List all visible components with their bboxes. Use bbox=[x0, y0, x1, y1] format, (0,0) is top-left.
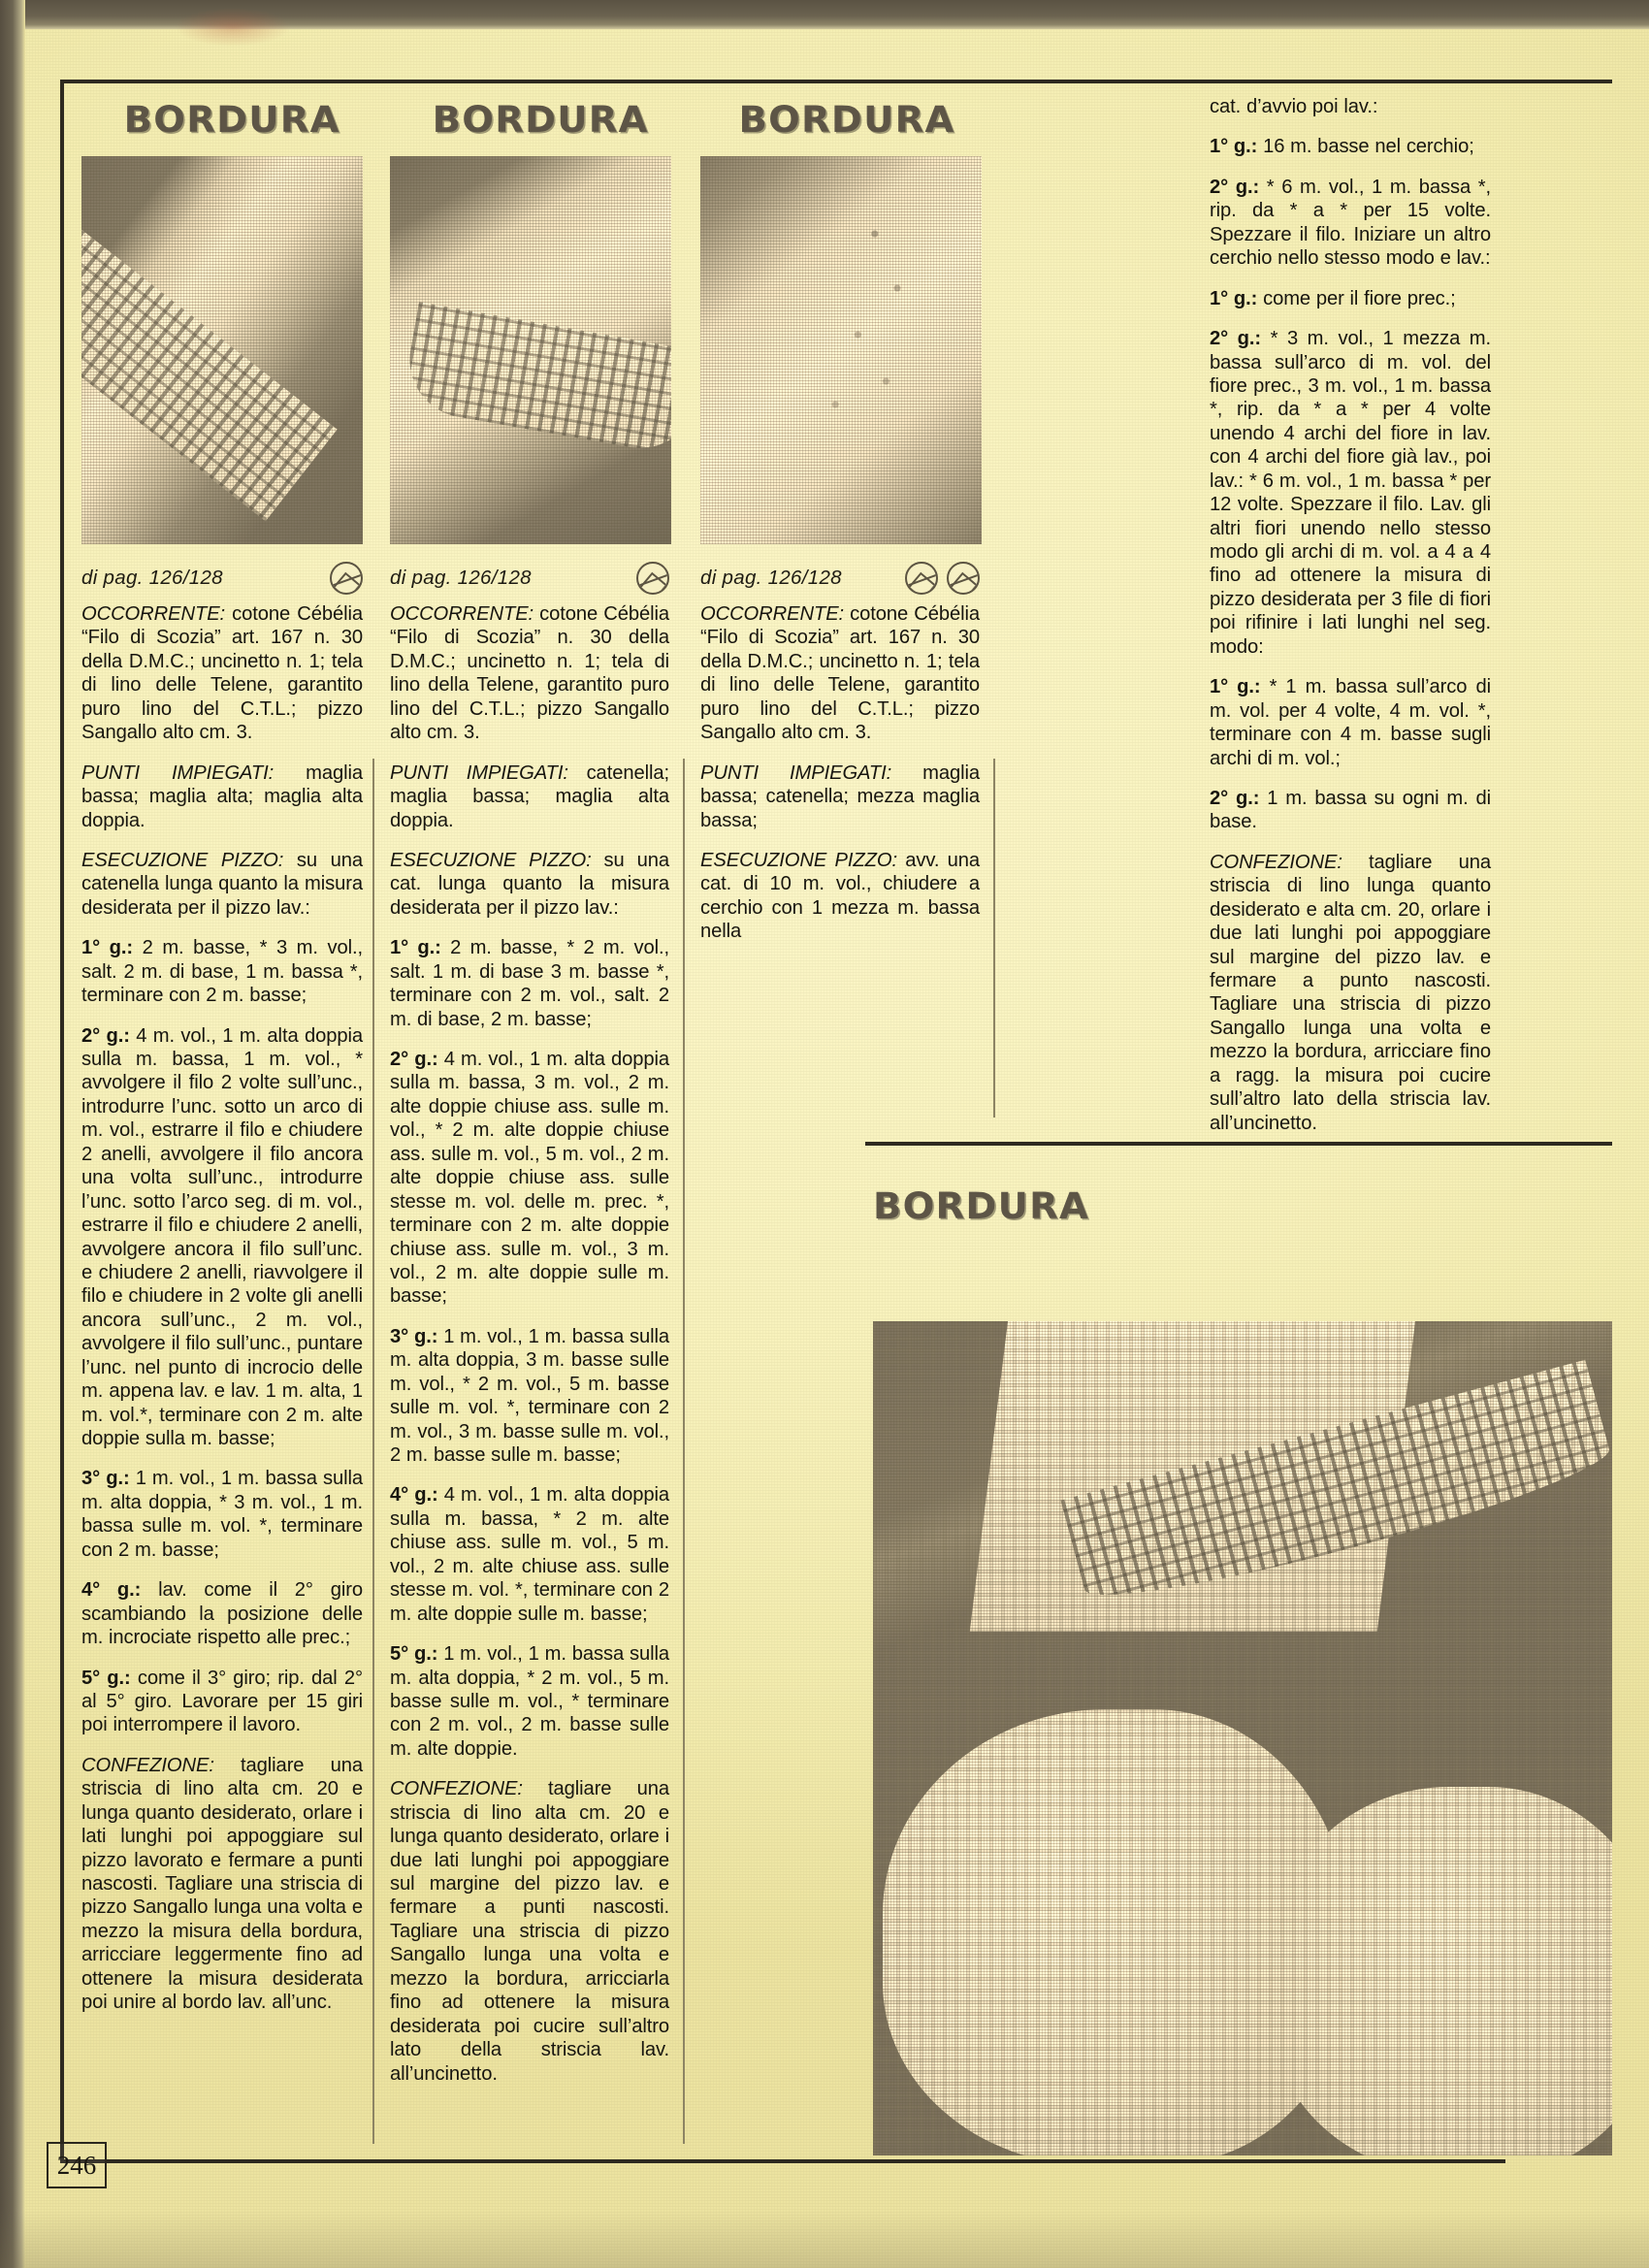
paragraph-lead-in: PUNTI IMPIEGATI: bbox=[390, 761, 568, 784]
article-paragraph: 4° g.: 4 m. vol., 1 m. alta doppia sulla m. bassa, * 2 m. alte chiuse ass. sulle m. vol., 5 m. vol., 2 m. alte chiuse ass. sulle stesse m. vol. *, terminare con 2 m. alte doppie sulle m. basse; bbox=[390, 1484, 669, 1625]
difficulty-icon bbox=[905, 562, 938, 595]
bottom-section-heading: BORDURA bbox=[873, 1185, 1090, 1227]
round-label: 2° g.: bbox=[1210, 787, 1260, 809]
page-reference-3: di pag. 126/128 bbox=[700, 567, 842, 589]
paragraph-lead-in: OCCORRENTE: bbox=[700, 603, 845, 625]
article-paragraph: 1° g.: * 1 m. bassa sull’arco di m. vol. per 4 volte, 4 m. vol. *, terminare con 4 m. basse sugli archi di m. vol.; bbox=[1210, 676, 1491, 769]
article-paragraph: 1° g.: 2 m. basse, * 2 m. vol., salt. 1 m. di base 3 m. basse *, terminare con 2 m. vol., salt. 2 m. di base, 2 m. basse; bbox=[390, 937, 669, 1030]
round-label: 2° g.: bbox=[390, 1049, 438, 1070]
article-paragraph: 5° g.: 1 m. vol., 1 m. bassa sulla m. alta doppia, * 2 m. vol., 5 m. basse sulle m. vol., * terminare con 2 m. vol., 2 m. basse sulle m. alte doppie. bbox=[390, 1643, 669, 1760]
paragraph-lead-in: CONFEZIONE: bbox=[390, 1778, 523, 1800]
paragraph-lead-in: OCCORRENTE: bbox=[81, 603, 226, 625]
article-column-4 bbox=[1210, 95, 1491, 1135]
page-number-box: 246 bbox=[47, 2142, 107, 2188]
column-divider-2 bbox=[683, 759, 685, 2144]
ruffled-pillow-right bbox=[1271, 1787, 1612, 2155]
article-paragraph: 2° g.: * 6 m. vol., 1 m. bassa *, rip. da * a * per 15 volte. Spezzare il filo. Iniziare un altro cerchio nello stesso modo e lav.: bbox=[1210, 176, 1491, 270]
scan-edge-left bbox=[0, 0, 25, 2268]
article-column-1 bbox=[81, 99, 363, 2015]
article-body-4 bbox=[1210, 95, 1491, 1135]
round-label: 4° g.: bbox=[390, 1484, 438, 1507]
article-paragraph: 2° g.: 4 m. vol., 1 m. alta doppia sulla m. bassa, 3 m. vol., 2 m. alte doppie chiuse ass. sulle m. vol., * 2 m. alte doppie chiuse ass. sulle m. vol., 5 m. vol., 2 m. alte doppie chiuse ass. sulle stesse m. vol. delle m. prec. *, terminare con 2 m. alte doppie chiuse ass. sulle m. vol., 3 m. vol., 2 m. alte doppie sulle m. basse; bbox=[390, 1049, 669, 1308]
article-body-1 bbox=[81, 602, 363, 2015]
article-heading-3: BORDURA bbox=[738, 99, 955, 141]
article-paragraph: CONFEZIONE: tagliare una striscia di lino alta cm. 20 e lunga quanto desiderato, orlare i lati lunghi poi appoggiare sul pizzo lavorato e fermare a punti nascosti. Tagliare una striscia di pizzo Sangallo lunga una volta e mezzo la misura della bordura, arricciare leggermente fino ad ottenere la misura desiderata poi unire al bordo lav. all’unc. bbox=[81, 1754, 363, 2014]
paragraph-lead-in: ESECUZIONE PIZZO: bbox=[390, 849, 592, 871]
difficulty-icon bbox=[947, 562, 980, 595]
article-paragraph: 2° g.: * 3 m. vol., 1 mezza m. bassa sull’arco di m. vol. del fiore prec., 3 m. vol., 1 m. bassa *, rip. da * a * per 4 volte unendo 4 archi del fiore in lav. con 4 archi del fiore già lav., poi lav.: * 6 m. vol., 1 m. bassa * per 12 volte. Spezzare il filo. Lav. gli altri fiori unendo nello stesso modo gli archi di m. vol. a 4 a 4 fino ad ottenere la misura di pizzo desiderata per 3 file di fiori poi rifinire i lati lunghi nel seg. modo: bbox=[1210, 328, 1491, 658]
round-label: 1° g.: bbox=[1210, 136, 1258, 158]
paragraph-lead-in: CONFEZIONE: bbox=[1210, 851, 1342, 873]
article-heading-2: BORDURA bbox=[432, 99, 649, 141]
frame-rule-top bbox=[60, 80, 1612, 83]
round-label: 2° g.: bbox=[1210, 328, 1262, 350]
lace-detail bbox=[81, 214, 338, 521]
article-paragraph: PUNTI IMPIEGATI: maglia bassa; catenella; mezza maglia bassa; bbox=[700, 761, 980, 831]
article-paragraph: ESECUZIONE PIZZO: su una catenella lunga quanto la misura desiderata per il pizzo lav.: bbox=[81, 849, 364, 919]
caption-row-2 bbox=[390, 562, 669, 595]
paragraph-lead-in: PUNTI IMPIEGATI: bbox=[81, 761, 275, 784]
caption-row-3 bbox=[700, 562, 980, 595]
page-content-frame bbox=[60, 80, 1612, 2163]
article-column-3 bbox=[700, 99, 980, 944]
article-paragraph: 1° g.: 16 m. basse nel cerchio; bbox=[1210, 136, 1474, 158]
lace-detail bbox=[700, 156, 982, 544]
round-label: 5° g.: bbox=[390, 1643, 438, 1666]
article-paragraph: PUNTI IMPIEGATI: maglia bassa; maglia alta; maglia alta doppia. bbox=[81, 761, 363, 831]
column-divider-3 bbox=[993, 759, 995, 1118]
column-divider-1 bbox=[372, 759, 374, 2144]
paragraph-lead-in: PUNTI IMPIEGATI: bbox=[700, 761, 892, 784]
frame-rule-left bbox=[60, 80, 64, 2163]
round-label: 2° g.: bbox=[1210, 176, 1260, 198]
article-paragraph: cat. d’avvio poi lav.: bbox=[1210, 96, 1378, 117]
round-label: 5° g.: bbox=[81, 1667, 131, 1689]
lace-detail bbox=[401, 302, 671, 457]
difficulty-icon bbox=[636, 562, 669, 595]
article-paragraph: 3° g.: 1 m. vol., 1 m. bassa sulla m. alta doppia, * 3 m. vol., 1 m. bassa sulle m. vol. *, terminare con 2 m. basse; bbox=[81, 1468, 363, 1561]
article-paragraph: 3° g.: 1 m. vol., 1 m. bassa sulla m. alta doppia, 3 m. basse sulle m. vol., * 2 m. vol., 5 m. basse sulle m. vol. *, terminare con 2 m. vol., 3 m. basse sulle m. vol., 2 m. basse sulle m. basse; bbox=[390, 1325, 669, 1466]
article-paragraph: PUNTI IMPIEGATI: catenella; maglia bassa; maglia alta doppia. bbox=[390, 761, 669, 831]
round-label: 1° g.: bbox=[81, 937, 134, 959]
frame-rule-bottom bbox=[60, 2159, 1505, 2163]
border-sample-photo-3 bbox=[700, 156, 982, 544]
article-paragraph: ESECUZIONE PIZZO: su una cat. lunga quanto la misura desiderata per il pizzo lav.: bbox=[390, 849, 669, 919]
round-label: 1° g.: bbox=[390, 937, 441, 959]
round-label: 3° g.: bbox=[81, 1468, 130, 1490]
frame-rule-middle bbox=[865, 1142, 1612, 1146]
article-heading-1: BORDURA bbox=[123, 99, 340, 141]
border-sample-photo-2 bbox=[390, 156, 671, 544]
bottom-section bbox=[873, 1185, 1612, 1243]
article-paragraph: OCCORRENTE: cotone Cébélia “Filo di Scozia” n. 30 della D.M.C.; uncinetto n. 1; tela di lino della Telene, garantito puro lino del C.T.L.; pizzo Sangallo alto cm. 3. bbox=[390, 603, 669, 744]
page-reference-1: di pag. 126/128 bbox=[81, 567, 223, 589]
article-paragraph: 1° g.: come per il fiore prec.; bbox=[1210, 287, 1456, 309]
paragraph-lead-in: ESECUZIONE PIZZO: bbox=[700, 849, 897, 871]
paper-stain bbox=[175, 8, 291, 47]
article-paragraph: 5° g.: come il 3° giro; rip. dal 2° al 5° giro. Lavorare per 15 giri poi interrompere il lavoro. bbox=[81, 1667, 363, 1736]
article-paragraph: OCCORRENTE: cotone Cébélia “Filo di Scozia” art. 167 n. 30 della D.M.C.; uncinetto n. 1; tela di lino delle Telene, garantito puro lino del C.T.L.; pizzo Sangallo alto cm. 3. bbox=[700, 603, 980, 744]
round-label: 1° g.: bbox=[1210, 676, 1261, 698]
pillows-with-crochet-border-photo bbox=[873, 1321, 1612, 2155]
scan-edge-bottom bbox=[0, 2210, 1649, 2268]
article-paragraph: 2° g.: 1 m. bassa su ogni m. di base. bbox=[1210, 787, 1491, 833]
paragraph-lead-in: ESECUZIONE PIZZO: bbox=[81, 849, 284, 871]
article-body-3 bbox=[700, 602, 980, 944]
paragraph-lead-in: CONFEZIONE: bbox=[81, 1754, 214, 1776]
article-paragraph: CONFEZIONE: tagliare una striscia di lino lunga quanto desiderato e alta cm. 20, orlare i due lati lunghi poi appoggiare sul margine del pizzo lav. e fermare a punto nascosti. Tagliare una striscia di pizzo Sangallo lunga una volta e mezzo la bordura, arricciare fino a ragg. la misura poi cucire sull’altro lato della striscia lav. all’uncinetto. bbox=[1210, 851, 1491, 1134]
difficulty-icons-2 bbox=[636, 562, 669, 595]
article-paragraph: 4° g.: lav. come il 2° giro scambiando la posizione delle m. incrociate rispetto alle prec.; bbox=[81, 1579, 363, 1649]
article-column-2 bbox=[390, 99, 669, 2086]
difficulty-icons-3 bbox=[905, 562, 980, 595]
page-reference-2: di pag. 126/128 bbox=[390, 567, 532, 589]
border-sample-photo-1 bbox=[81, 156, 363, 544]
article-paragraph: 1° g.: 2 m. basse, * 3 m. vol., salt. 2 m. di base, 1 m. bassa *, terminare con 2 m. basse; bbox=[81, 937, 363, 1007]
round-label: 2° g.: bbox=[81, 1024, 130, 1047]
round-label: 3° g.: bbox=[390, 1325, 438, 1347]
caption-row-1 bbox=[81, 562, 363, 595]
article-paragraph: CONFEZIONE: tagliare una striscia di lino alta cm. 20 e lunga quanto desiderato, orlare i due lati lunghi poi appoggiare sul margine del pizzo lav. e fermare a punti nascosti. Tagliare una striscia di pizzo Sangallo lunga una volta e mezzo la bordura, arricciarla fino ad ottenere la misura desiderata poi cucire sull’altro lato della striscia lav. all’uncinetto. bbox=[390, 1778, 669, 2085]
article-paragraph: ESECUZIONE PIZZO: avv. una cat. di 10 m. vol., chiudere a cerchio con 1 mezza m. bassa nella bbox=[700, 849, 981, 943]
paragraph-lead-in: OCCORRENTE: bbox=[390, 603, 534, 625]
round-label: 4° g.: bbox=[81, 1579, 142, 1602]
round-label: 1° g.: bbox=[1210, 287, 1258, 309]
article-body-2 bbox=[390, 602, 669, 2086]
article-paragraph: OCCORRENTE: cotone Cébélia “Filo di Scozia” art. 167 n. 30 della D.M.C.; uncinetto n. 1; tela di lino delle Telene, garantito puro lino del C.T.L.; pizzo Sangallo alto cm. 3. bbox=[81, 603, 363, 744]
difficulty-icon bbox=[330, 562, 363, 595]
article-paragraph: 2° g.: 4 m. vol., 1 m. alta doppia sulla m. bassa, 1 m. vol., * avvolgere il filo 2 volte sull’unc., introdurre l’unc. sotto un arco di m. vol., estrarre il filo e chiudere 2 anelli, avvolgere il filo ancora una volta sull’unc., introdurre l’unc. sotto l’arco seg. di m. vol., estrarre il filo e chiudere 2 anelli, avvolgere ancora il filo sull’unc. e chiudere 2 anelli, riavvolgere il filo e chiudere in 2 volte gli anelli ancora sull’unc., 2 m. vol., avvolgere il filo sull’unc., puntare l’unc. nel punto di incrocio delle m. appena lav. e lav. 1 m. alta, 1 m. vol.*, terminare con 2 m. alte doppie sulla m. basse; bbox=[81, 1024, 363, 1449]
difficulty-icons-1 bbox=[330, 562, 363, 595]
